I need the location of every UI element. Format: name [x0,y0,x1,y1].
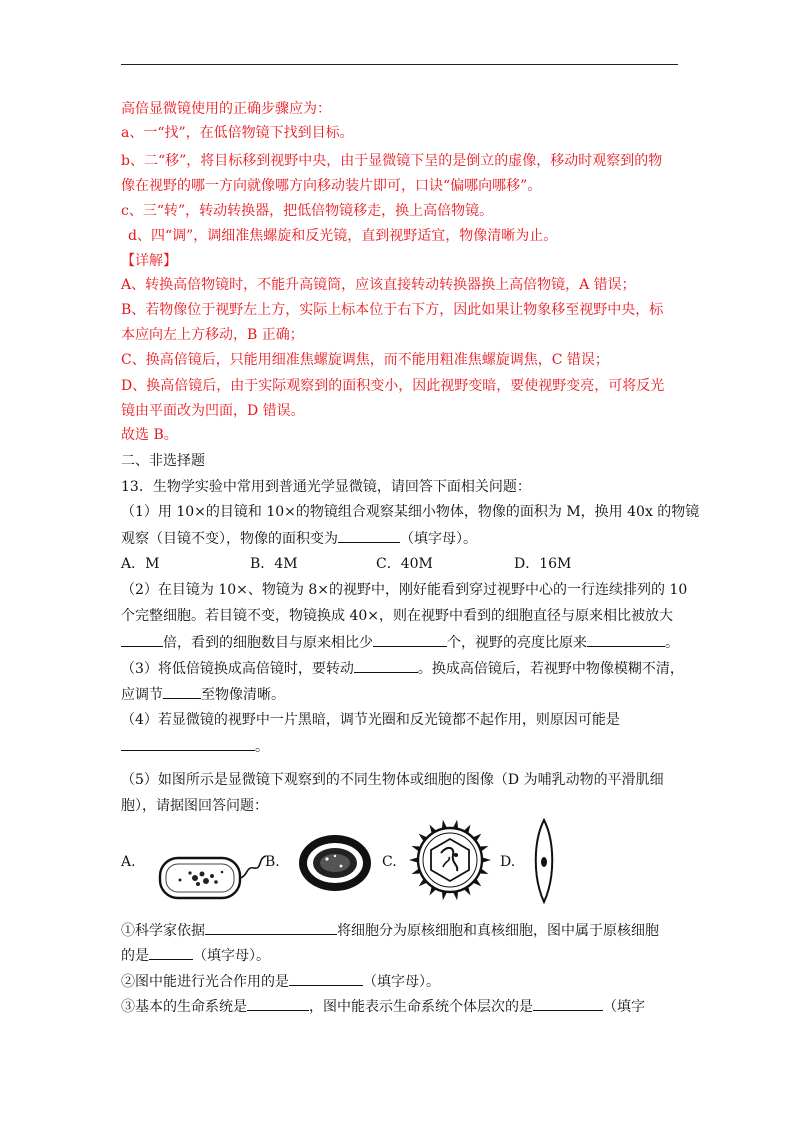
q13-p3-text-c: 应调节 [121,687,163,703]
sub1-text-a: ①科学家依据 [121,923,205,939]
sub1-text-c: 的是 [121,948,149,964]
q13-p1-line1: （1）用 10×的目镜和 10×的物镜组合观察某细小物体，物像的面积为 M，换用 40x 的物镜 [121,504,700,520]
q13-p1-line2 [121,529,477,548]
sub1-line2 [121,946,270,965]
answer-blank[interactable] [121,737,255,751]
q13-p1-option-b: B．4M [250,556,298,572]
sub3-text-c: （填字 [603,999,645,1015]
sub2-line [121,972,440,991]
figure-label-b: B. [265,854,280,870]
q13-p2-text-a: 倍，看到的细胞数目与原来相比少 [163,635,373,651]
sub2-text-a: ②图中能进行光合作用的是 [121,974,289,990]
sub1-text-b: 将细胞分为原核细胞和真核细胞，图中属于原核细胞 [337,923,659,939]
q13-p3-text-d: 至物像清晰。 [201,687,285,703]
step-b-line2: 像在视野的哪一方向就像哪方向移动装片即可，口诀“偏哪向哪移”。 [121,178,542,194]
sub3-text-a: ③基本的生命系统是 [121,999,247,1015]
figure-label-a: A. [121,854,136,870]
step-c: c、三“转”，转动转换器，把低倍物镜移走，换上高倍物镜。 [121,203,494,219]
conclusion: 故选 B。 [121,427,178,443]
figure-label-c: C. [382,854,397,870]
q13-p5-line2: 胞），请据图回答问题： [121,798,268,814]
sub1-line1 [121,921,659,940]
section-title: 二、非选择题 [121,453,205,469]
q13-p2-line1: （2）在目镜为 10×、物镜为 8×的视野中，刚好能看到穿过视野中心的一行连续排列的 10 [121,582,688,598]
q13-p2-text-c: 。 [665,635,679,651]
step-b-line1: b、二“移”，将目标移到视野中央，由于显微镜下呈的是倒立的虚像，移动时观察到的物 [121,153,663,169]
sub1-text-d: （填字母）。 [193,948,270,964]
cell-b-illustration [295,832,375,894]
explain-b-line1: B、若物像位于视野左上方，实际上标本位于右下方，因此如果让物象移至视野中央，标 [121,302,664,318]
q13-p3-text-a: （3）将低倍镜换成高倍镜时，要转动 [121,661,354,677]
q13-p4-line2 [121,737,269,756]
step-a: a、一“找”，在低倍物镜下找到目标。 [121,125,354,141]
answer-blank[interactable] [289,972,363,986]
q13-p2-line3 [121,633,679,652]
explain-b-line2: 本应向左上方移动，B 正确； [121,327,304,343]
q13-p3-line1 [121,659,684,678]
q13-p1-option-d: D．16M [514,556,572,572]
answer-blank[interactable] [247,997,309,1011]
q13-p1-option-c: C．40M [376,556,433,572]
q13-p1-option-a: A．M [121,556,160,572]
answer-blank[interactable] [587,633,665,647]
sub2-text-b: （填字母）。 [363,974,440,990]
q13-p3-text-b: 。换成高倍镜后，若视野中物像模糊不清， [417,661,684,677]
answer-blank[interactable] [533,997,603,1011]
q13-p4-text-b: 。 [255,739,269,755]
explain-d-line1: D、换高倍镜后，由于实际观察到的面积变小，因此视野变暗，要使视野变亮，可将反光 [121,378,665,394]
bacterium-illustration [150,848,270,908]
answer-blank[interactable] [121,633,163,647]
q13-p5-line1: （5）如图所示是显微镜下观察到的不同生物体或细胞的图像（D 为哺乳动物的平滑肌细 [121,772,664,788]
answer-blank[interactable] [205,921,337,935]
q13-p1-text-b: （填字母）。 [400,531,477,547]
steps-title: 高倍显微镜使用的正确步骤应为： [121,101,331,117]
figure-label-d: D. [500,854,516,870]
q13-stem: 13．生物学实验中常用到普通光学显微镜，请回答下面相关问题： [121,479,531,495]
q13-p2-text-b: 个，视野的亮度比原来 [447,635,587,651]
answer-blank[interactable] [149,946,193,960]
explain-a: A、转换高倍物镜时，不能升高镜筒，应该直接转动转换器换上高倍物镜，A 错误； [121,277,636,293]
pollen-grain-illustration [407,817,493,903]
header-rule [121,64,678,65]
explain-d-line2: 镜由平面改为凹面，D 错误。 [121,403,305,419]
q13-p1-text-a: 观察（目镜不变），物像的面积变为 [121,531,338,547]
answer-blank[interactable] [354,659,418,673]
sub3-text-b: ，图中能表示生命系统个体层次的是 [309,999,533,1015]
step-d: d、四“调”，调细准焦螺旋和反光镜，直到视野适宜，物像清晰为止。 [128,228,558,244]
answer-blank[interactable] [338,529,400,543]
q13-p4-line1: （4）若显微镜的视野中一片黑暗，调节光圈和反光镜都不起作用，则原因可能是 [121,712,620,728]
explain-c: C、换高倍镜后，只能用细准焦螺旋调焦，而不能用粗准焦螺旋调焦，C 错误； [121,352,609,368]
detail-heading: 【详解】 [121,253,177,269]
q13-p3-line2 [121,685,285,704]
q13-p2-line2: 个完整细胞。若目镜不变，物镜换成 40×，则在视野中看到的细胞直径与原来相比被放大 [121,608,673,624]
answer-blank[interactable] [163,685,201,699]
sub3-line [121,997,645,1016]
answer-blank[interactable] [373,633,447,647]
smooth-muscle-cell-illustration [527,818,561,904]
